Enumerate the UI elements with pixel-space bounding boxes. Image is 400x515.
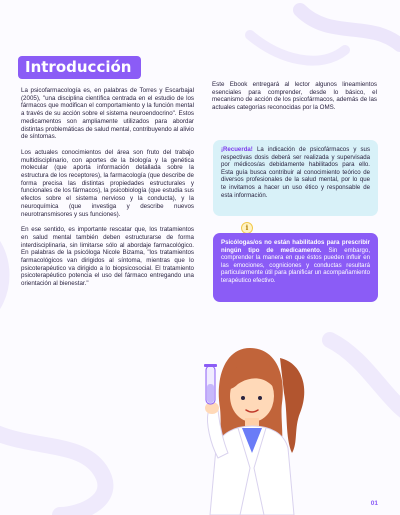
paragraph-definition: La psicofarmacología es, en palabras de Torres y Escarbajal (2005), "una disciplina científica centrada en el estudio de los fármacos que modifican el comportamiento y la función mental a través de su acción sobre el sistema neuroendocrino". Estos medicamentos son ampliamente utilizados para abordar distintas problemáticas de salud mental, contribuyendo al alivio de síntomas. — [21, 87, 195, 141]
callout-warning — [213, 233, 378, 302]
left-column — [21, 87, 194, 296]
right-column — [212, 81, 377, 120]
page-title: Introducción — [18, 56, 141, 79]
callout-remember-highlight: ¡Recuerda! — [221, 146, 253, 153]
paragraph-multidisciplinary: Los actuales conocimientos del área son fruto del trabajo multidisciplinario, con aportes de la biología y la genética molecular (que aporta información detallada sobre la estructura de los receptores), la farmacología (que describe de forma precisa las distintas propiedades estructurales y funcionales de los fármacos), la psicobiología (que estudia sus efectos sobre el sistema nervioso y la conducta), y la neuroquímica (que investiga y describe nuevos neurotransmisores y sus funciones). — [21, 148, 194, 218]
info-icon: i — [241, 222, 253, 234]
scientist-illustration — [180, 318, 320, 515]
test-tube-icon — [204, 364, 217, 404]
callout-remember — [213, 140, 378, 216]
paragraph-interdisciplinary: En ese sentido, es importante rescatar que, los tratamientos en salud mental también deben estructurarse de forma interdisciplinaria, sin limitarse sólo al abordaje farmacológico. En palabras de la psicóloga Nicole Bizama, "los tratamientos farmacológicos van dirigidos al síntoma, mientras que lo psicoterapéutico va dirigido a lo biopsicosocial. El tratamiento psicoterapéutico potencia el uso del fármaco entregando una orientación al bienestar." — [21, 226, 194, 288]
callout-warning-highlight: Psicólogas/os no están habilitados para prescribir ningún tipo de medicamento. — [221, 239, 370, 254]
callout-remember-text: La indicación de psicofármacos y sus respectivas dosis deberá ser realizada y supervisada por médicos/as debidamente habilitados para ello. Esta guía busca contribuir al conocimiento teórico de diversos profesionales de la salud mental, por lo que te invitamos a hacer un uso ético y responsable de esta información. — [221, 146, 370, 199]
callout-warning-text: Sin embargo, comprender la manera en que éstos pueden influir en las emociones, cogniciones y conductas resultará particularmente útil para planificar un acompañamiento terapéutico efectivo. — [221, 246, 371, 284]
page-number: 01 — [370, 500, 378, 507]
paragraph-ebook-intro: Este Ebook entregará al lector algunos lineamientos esenciales para comprender, desde lo básico, el mecanismo de acción de los psicofármacos, además de las actuales categorías reconocidas por la OMS. — [212, 81, 377, 112]
